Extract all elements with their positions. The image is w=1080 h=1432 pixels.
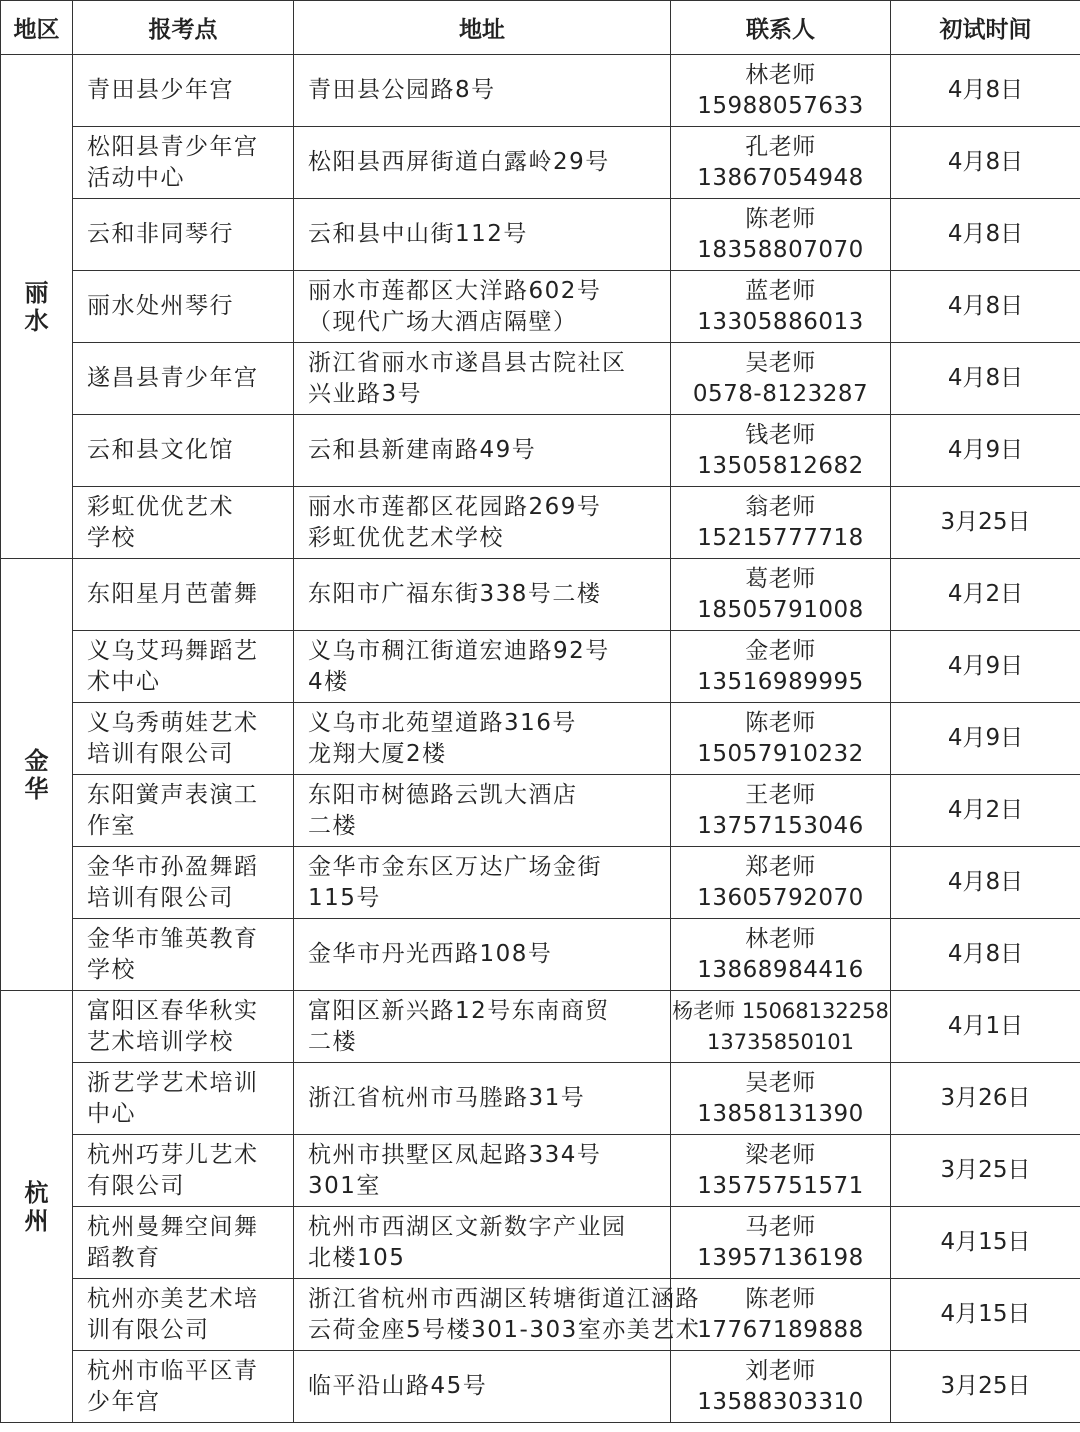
table-row (1, 775, 1080, 847)
site-cell (73, 1207, 294, 1279)
header-date: 初试时间 (891, 1, 1080, 55)
table-row (1, 1351, 1080, 1423)
contact-line: 葛老师 (745, 565, 816, 592)
address-line: 东阳市树德路云凯大酒店 (308, 781, 578, 808)
table-row (1, 1063, 1080, 1135)
contact-cell (671, 55, 891, 127)
address-cell (294, 343, 671, 415)
contact-line: 13868984416 (697, 956, 864, 983)
table-row (1, 847, 1080, 919)
address-line: 龙翔大厦2楼 (308, 740, 447, 767)
site-cell (73, 847, 294, 919)
site-line: 培训有限公司 (87, 884, 234, 911)
table-row (1, 1135, 1080, 1207)
site-cell (73, 1351, 294, 1423)
header-address: 地址 (294, 1, 671, 55)
contact-cell (671, 703, 891, 775)
header-region: 地区 (1, 1, 73, 55)
date-cell: 3月25日 (891, 487, 1080, 559)
contact-line: 13575751571 (697, 1172, 864, 1199)
site-line: 金华市孙盈舞蹈 (87, 853, 259, 880)
site-cell (73, 199, 294, 271)
address-line: 东阳市广福东街338号二楼 (308, 581, 602, 607)
date-cell: 4月2日 (891, 775, 1080, 847)
contact-line: 马老师 (745, 1213, 816, 1240)
contact-line: 陈老师 (745, 709, 816, 736)
contact-line: 梁老师 (745, 1141, 816, 1168)
address-cell (294, 199, 671, 271)
contact-line: 13588303310 (697, 1388, 864, 1415)
contact-cell (671, 631, 891, 703)
date-cell: 4月8日 (891, 127, 1080, 199)
site-cell (73, 1279, 294, 1351)
contact-cell (671, 199, 891, 271)
site-line: 杭州市临平区青 (87, 1357, 259, 1384)
address-cell (294, 1207, 671, 1279)
contact-line: 孔老师 (745, 133, 816, 160)
address-line: （现代广场大酒店隔壁） (308, 308, 578, 335)
address-line: 浙江省杭州市马塍路31号 (308, 1085, 586, 1111)
contact-cell (671, 415, 891, 487)
site-line: 金华市雏英教育 (87, 925, 259, 952)
header-site: 报考点 (73, 1, 294, 55)
site-line: 遂昌县青少年宫 (87, 365, 259, 391)
site-cell (73, 1135, 294, 1207)
contact-cell (671, 487, 891, 559)
date-cell: 3月25日 (891, 1135, 1080, 1207)
address-cell (294, 1135, 671, 1207)
table-row (1, 1207, 1080, 1279)
address-cell (294, 703, 671, 775)
table-row (1, 919, 1080, 991)
site-line: 学校 (87, 524, 136, 551)
address-line: 富阳区新兴路12号东南商贸 (308, 997, 610, 1024)
address-line: 金华市金东区万达广场金街 (308, 853, 602, 880)
address-cell (294, 631, 671, 703)
contact-cell (671, 271, 891, 343)
address-line: 4楼 (308, 668, 349, 695)
site-line: 学校 (87, 956, 136, 983)
address-line: 115号 (308, 884, 381, 911)
contact-line: 陈老师 (745, 1285, 816, 1312)
site-cell (73, 127, 294, 199)
address-cell (294, 415, 671, 487)
table-row (1, 343, 1080, 415)
contact-cell (671, 1063, 891, 1135)
address-cell (294, 1063, 671, 1135)
contact-cell (671, 343, 891, 415)
address-line: 金华市丹光西路108号 (308, 941, 553, 967)
date-cell: 4月9日 (891, 631, 1080, 703)
contact-line: 15988057633 (697, 92, 864, 119)
address-line: 杭州市西湖区文新数字产业园 (308, 1213, 627, 1240)
date-cell: 4月8日 (891, 847, 1080, 919)
contact-line: 刘老师 (745, 1357, 816, 1384)
site-cell (73, 631, 294, 703)
contact-line: 15057910232 (697, 740, 864, 767)
contact-line: 13305886013 (697, 308, 864, 335)
site-line: 东阳星月芭蕾舞 (87, 581, 259, 607)
region-cell (1, 559, 73, 991)
site-line: 东阳黉声表演工 (87, 781, 259, 808)
address-cell (294, 775, 671, 847)
site-line: 云和县文化馆 (87, 437, 234, 463)
table-row (1, 487, 1080, 559)
table-row (1, 55, 1080, 127)
contact-line: 林老师 (745, 61, 816, 88)
address-line: 临平沿山路45号 (308, 1373, 488, 1399)
address-line: 兴业路3号 (308, 380, 423, 407)
header-contact: 联系人 (671, 1, 891, 55)
region-name-char: 丽 (24, 278, 49, 307)
contact-line: 13867054948 (697, 164, 864, 191)
address-cell (294, 847, 671, 919)
contact-cell (671, 1279, 891, 1351)
date-cell: 4月8日 (891, 55, 1080, 127)
site-cell (73, 343, 294, 415)
site-line: 义乌艾玛舞蹈艺 (87, 637, 259, 664)
site-line: 丽水处州琴行 (87, 293, 234, 319)
contact-cell (671, 127, 891, 199)
contact-line: 王老师 (745, 781, 816, 808)
date-cell: 4月9日 (891, 415, 1080, 487)
contact-cell (671, 559, 891, 631)
contact-line: 0578-8123287 (692, 380, 869, 407)
contact-line: 郑老师 (745, 853, 816, 880)
region-name-char: 州 (24, 1206, 49, 1235)
site-line: 培训有限公司 (87, 740, 234, 767)
site-line: 杭州亦美艺术培 (87, 1285, 259, 1312)
address-cell (294, 919, 671, 991)
address-cell (294, 559, 671, 631)
contact-line: 钱老师 (745, 421, 816, 448)
contact-line: 陈老师 (745, 205, 816, 232)
site-line: 云和非同琴行 (87, 221, 234, 247)
site-line: 浙艺学艺术培训 (87, 1069, 259, 1096)
date-cell: 4月1日 (891, 991, 1080, 1063)
site-line: 杭州巧芽儿艺术 (87, 1141, 259, 1168)
site-line: 义乌秀萌娃艺术 (87, 709, 259, 736)
site-cell (73, 919, 294, 991)
address-cell (294, 1351, 671, 1423)
site-cell (73, 271, 294, 343)
contact-line: 林老师 (745, 925, 816, 952)
header-row (1, 1, 1080, 55)
address-line: 义乌市稠江街道宏迪路92号 (308, 637, 610, 664)
address-line: 云和县中山街112号 (308, 221, 528, 247)
site-line: 活动中心 (87, 164, 185, 191)
contact-line: 翁老师 (745, 493, 816, 520)
site-line: 训有限公司 (87, 1316, 210, 1343)
site-cell (73, 703, 294, 775)
contact-cell (671, 1351, 891, 1423)
date-cell: 4月9日 (891, 703, 1080, 775)
address-line: 浙江省丽水市遂昌县古院社区 (308, 349, 627, 376)
address-line: 二楼 (308, 812, 357, 839)
address-line: 云荷金座5号楼301-303室亦美艺术 (308, 1316, 701, 1343)
contact-line: 杨老师 15068132258 (672, 998, 889, 1023)
date-cell: 4月8日 (891, 271, 1080, 343)
site-cell (73, 559, 294, 631)
contact-line: 13505812682 (697, 452, 864, 479)
contact-line: 15215777718 (697, 524, 864, 551)
table-body (1, 55, 1080, 1423)
table-row (1, 127, 1080, 199)
contact-line: 13516989995 (697, 668, 864, 695)
address-cell (294, 55, 671, 127)
region-name-char: 金 (24, 746, 49, 775)
site-cell (73, 487, 294, 559)
site-line: 彩虹优优艺术 (87, 493, 234, 520)
site-cell (73, 1063, 294, 1135)
date-cell: 4月15日 (891, 1207, 1080, 1279)
address-line: 义乌市北苑望道路316号 (308, 709, 577, 736)
contact-line: 13757153046 (697, 812, 864, 839)
address-line: 北楼105 (308, 1244, 406, 1271)
contact-line: 13858131390 (697, 1100, 864, 1127)
table-row (1, 271, 1080, 343)
site-line: 松阳县青少年宫 (87, 133, 259, 160)
contact-line: 17767189888 (697, 1316, 864, 1343)
address-cell (294, 487, 671, 559)
region-name-char: 华 (24, 774, 49, 803)
contact-line: 蓝老师 (745, 277, 816, 304)
date-cell: 4月8日 (891, 199, 1080, 271)
site-line: 杭州曼舞空间舞 (87, 1213, 259, 1240)
date-cell: 3月26日 (891, 1063, 1080, 1135)
site-cell (73, 55, 294, 127)
site-line: 艺术培训学校 (87, 1028, 234, 1055)
date-cell: 4月2日 (891, 559, 1080, 631)
site-line: 蹈教育 (87, 1244, 161, 1271)
address-line: 云和县新建南路49号 (308, 437, 537, 463)
address-line: 彩虹优优艺术学校 (308, 524, 504, 551)
contact-cell (671, 1207, 891, 1279)
contact-cell (671, 919, 891, 991)
region-name-char: 杭 (24, 1178, 49, 1207)
contact-cell (671, 991, 891, 1063)
address-line: 301室 (308, 1172, 381, 1199)
site-cell (73, 991, 294, 1063)
site-line: 少年宫 (87, 1388, 161, 1415)
date-cell: 4月8日 (891, 919, 1080, 991)
table-row (1, 631, 1080, 703)
address-cell (294, 271, 671, 343)
address-cell (294, 991, 671, 1063)
site-cell (73, 775, 294, 847)
address-line: 丽水市莲都区花园路269号 (308, 493, 602, 520)
contact-line: 吴老师 (745, 349, 816, 376)
contact-line: 13605792070 (697, 884, 864, 911)
contact-line: 吴老师 (745, 1069, 816, 1096)
contact-line: 18358807070 (697, 236, 864, 263)
address-line: 丽水市莲都区大洋路602号 (308, 277, 602, 304)
site-line: 中心 (87, 1100, 136, 1127)
contact-cell (671, 775, 891, 847)
site-cell (73, 415, 294, 487)
table-row (1, 415, 1080, 487)
table-row (1, 559, 1080, 631)
contact-line: 13735850101 (707, 1029, 854, 1054)
table-row (1, 991, 1080, 1063)
contact-cell (671, 847, 891, 919)
address-line: 二楼 (308, 1028, 357, 1055)
site-line: 有限公司 (87, 1172, 185, 1199)
address-line: 青田县公园路8号 (308, 77, 496, 103)
date-cell: 4月15日 (891, 1279, 1080, 1351)
table-row (1, 199, 1080, 271)
region-cell (1, 55, 73, 559)
site-line: 术中心 (87, 668, 161, 695)
table-row (1, 703, 1080, 775)
date-cell: 3月25日 (891, 1351, 1080, 1423)
site-line: 青田县少年宫 (87, 77, 234, 103)
site-line: 富阳区春华秋实 (87, 997, 259, 1024)
address-line: 松阳县西屏街道白露岭29号 (308, 149, 610, 175)
address-line: 浙江省杭州市西湖区转塘街道江涵路 (308, 1285, 700, 1312)
table-row (1, 1279, 1080, 1351)
address-cell (294, 1279, 701, 1351)
contact-cell (671, 1135, 891, 1207)
site-line: 作室 (87, 812, 136, 839)
address-cell (294, 127, 671, 199)
address-line: 杭州市拱墅区凤起路334号 (308, 1141, 602, 1168)
region-name-char: 水 (24, 306, 49, 335)
date-cell: 4月8日 (891, 343, 1080, 415)
contact-line: 18505791008 (697, 596, 864, 623)
contact-line: 金老师 (745, 637, 816, 664)
region-cell (1, 991, 73, 1423)
contact-line: 13957136198 (697, 1244, 864, 1271)
